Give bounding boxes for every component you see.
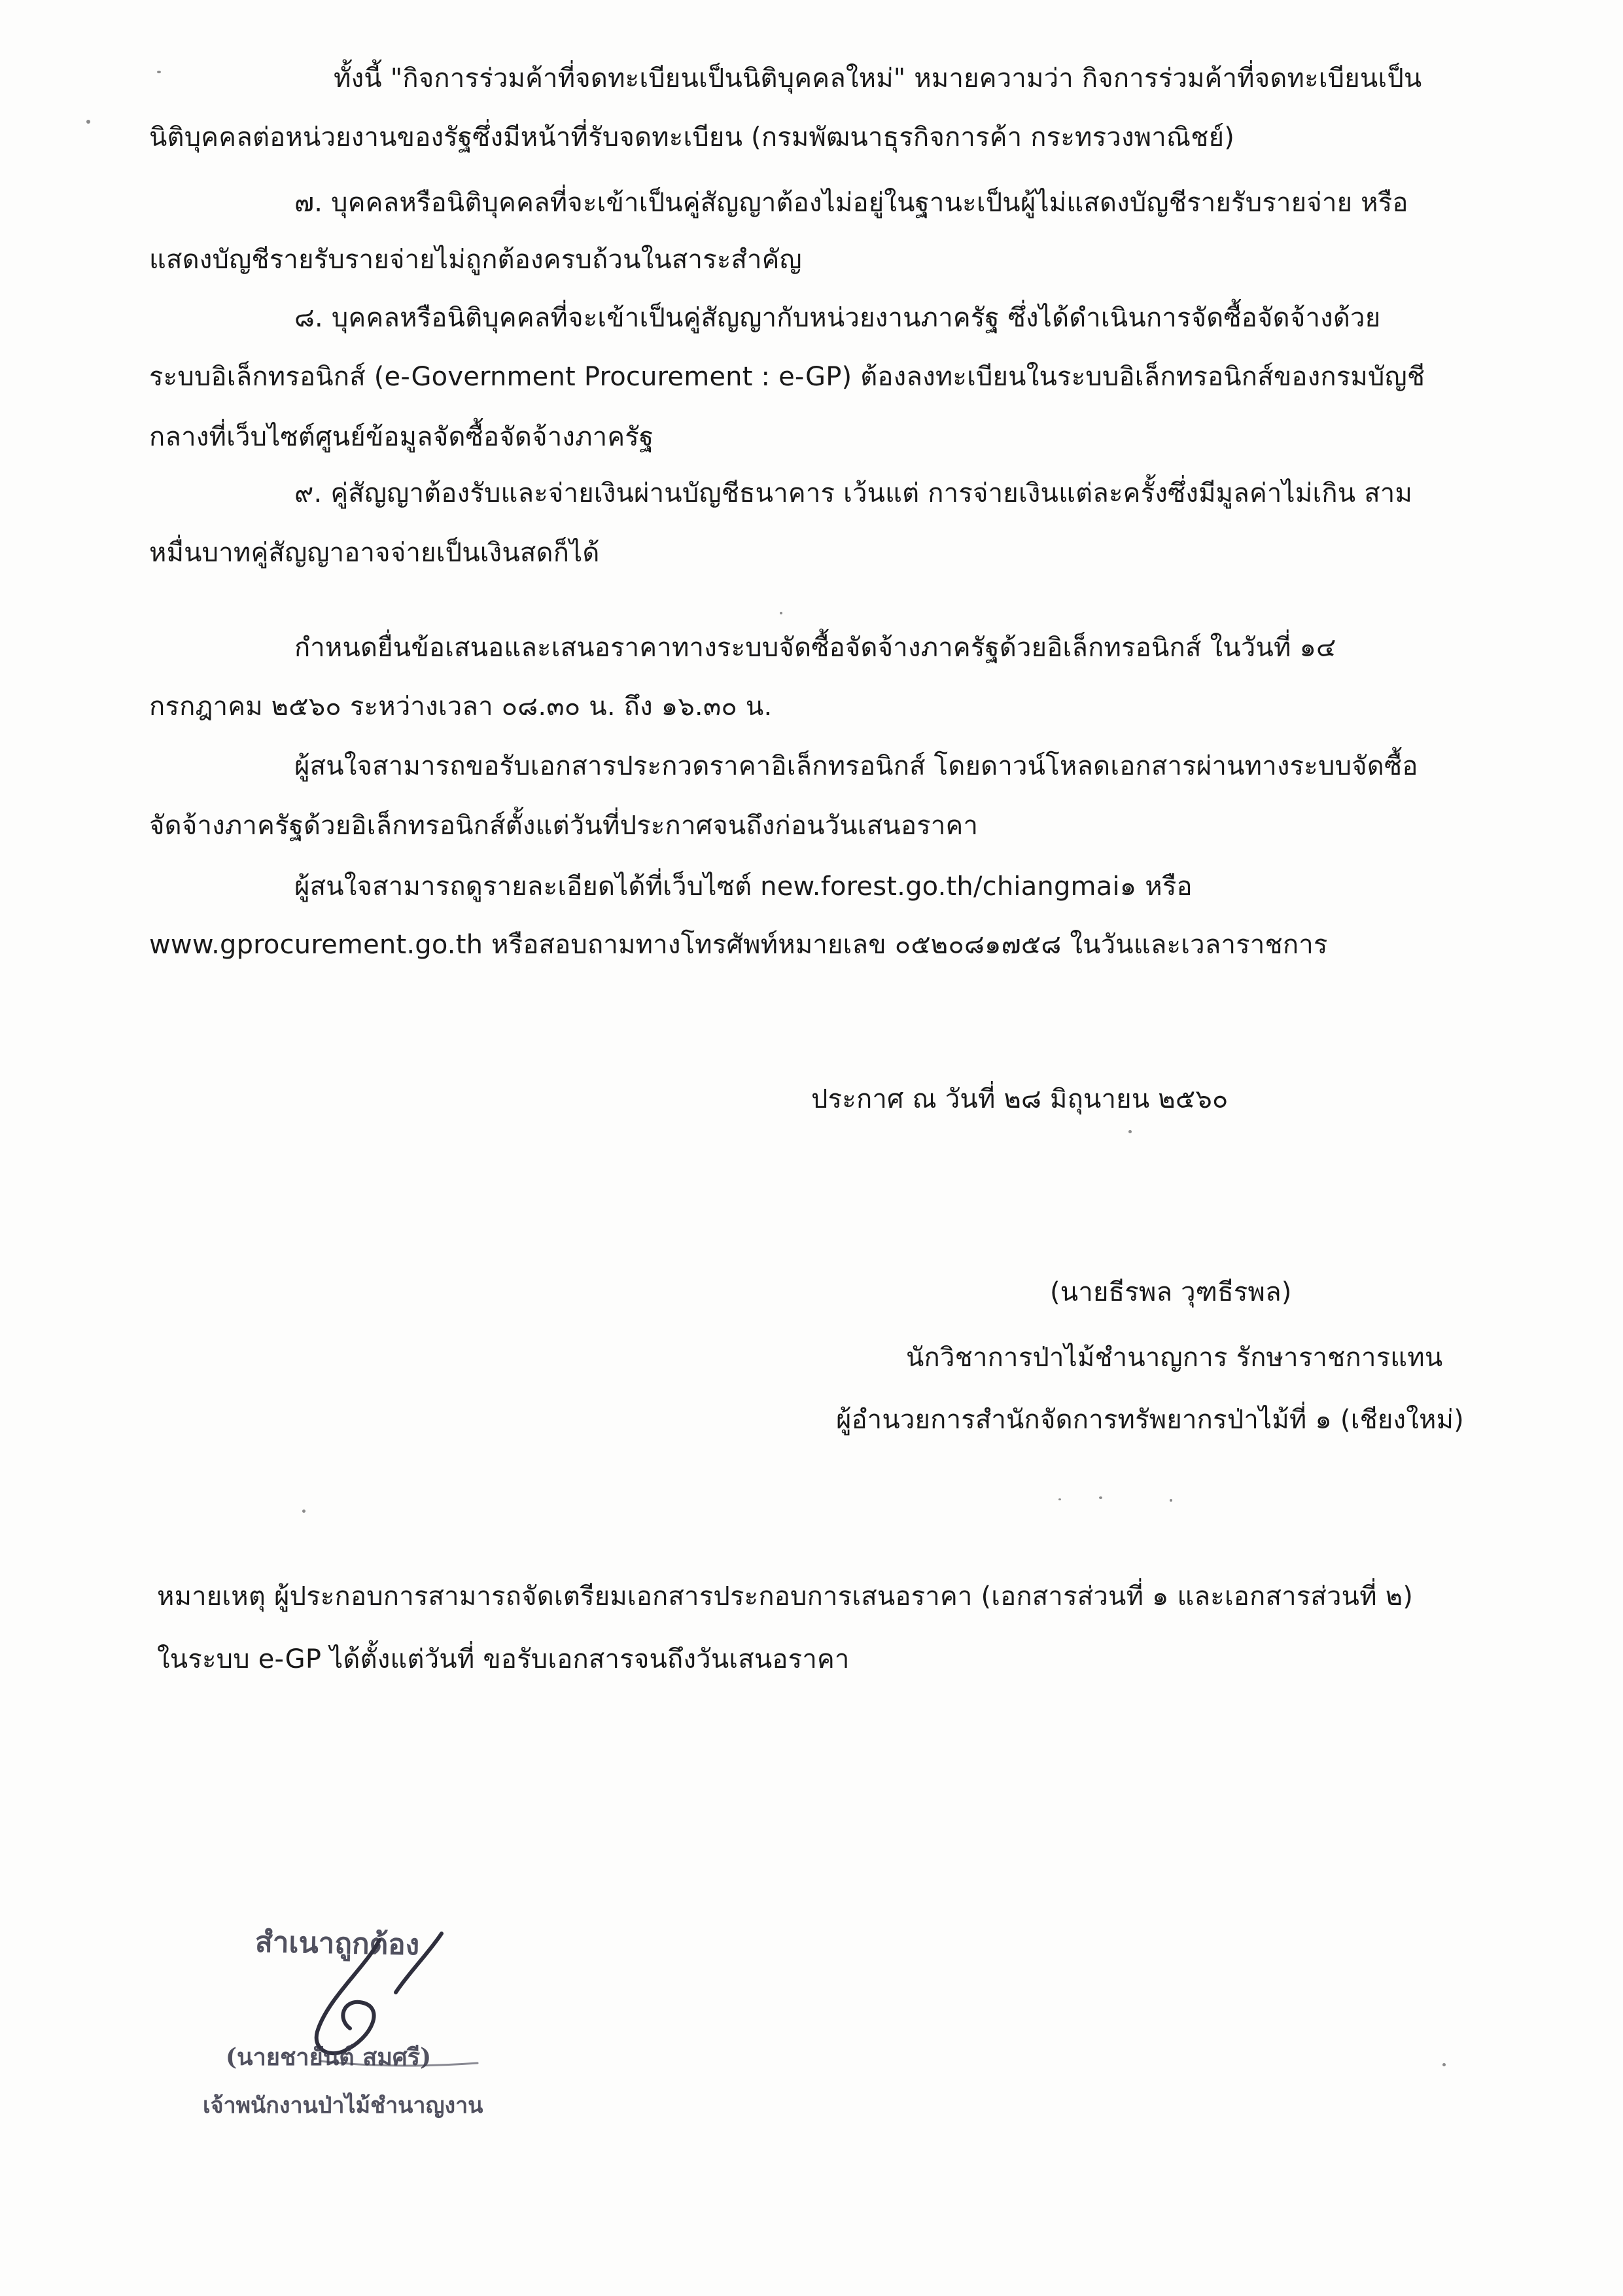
item-8-line-1: ๘. บุคคลหรือนิติบุคคลที่จะเข้าเป็นคู่สัญญากับหน่วยงานภาครัฐ ซึ่งได้ดำเนินการจัดซื้อจัดจ้างด้วย <box>294 303 1381 333</box>
remark-line-1: หมายเหตุ ผู้ประกอบการสามารถจัดเตรียมเอกสารประกอบการเสนอราคา (เอกสารส่วนที่ ๑ และเอกสารส่วนที่ ๒) <box>157 1581 1414 1612</box>
scan-speck <box>157 71 161 73</box>
scan-speck <box>302 1510 305 1513</box>
signatory-position-1: นักวิชาการป่าไม้ชำนาญการ รักษาราชการแทน <box>906 1343 1443 1373</box>
scan-speck <box>1170 1499 1172 1502</box>
certified-copy-position: เจ้าพนักงานป่าไม้ชำนาญงาน <box>203 2093 483 2119</box>
contact-line-2: www.gprocurement.go.th หรือสอบถามทางโทรศัพท์หมายเลข ๐๕๒๐๘๑๗๕๘ ในวันและเวลาราชการ <box>149 930 1328 960</box>
definition-line-1: ทั้งนี้ "กิจการร่วมค้าที่จดทะเบียนเป็นนิติบุคคลใหม่" หมายความว่า กิจการร่วมค้าที่จดทะเบียนเป็น <box>334 63 1422 94</box>
contact-line-1: ผู้สนใจสามารถดูรายละเอียดได้ที่เว็บไซต์ new.forest.go.th/chiangmai๑ หรือ <box>294 872 1193 902</box>
signatory-position-2: ผู้อำนวยการสำนักจัดการทรัพยากรป่าไม้ที่ ๑ (เชียงใหม่) <box>836 1405 1464 1435</box>
item-8-line-3: กลางที่เว็บไซต์ศูนย์ข้อมูลจัดซื้อจัดจ้างภาครัฐ <box>149 422 654 452</box>
announcement-date: ประกาศ ณ วันที่ ๒๘ มิถุนายน ๒๕๖๐ <box>811 1084 1229 1114</box>
scan-speck <box>1442 2063 1446 2066</box>
deadline-line-2: กรกฎาคม ๒๕๖๐ ระหว่างเวลา ๐๘.๓๐ น. ถึง ๑๖.๓๐ น. <box>149 692 773 722</box>
scan-speck <box>780 612 782 614</box>
certified-copy-label: สำเนาถูกต้อง <box>254 1925 420 1962</box>
item-9-line-1: ๙. คู่สัญญาต้องรับและจ่ายเงินผ่านบัญชีธนาคาร เว้นแต่ การจ่ายเงินแต่ละครั้งซึ่งมีมูลค่าไม่เกิน สาม <box>294 478 1413 508</box>
scan-speck <box>1058 1498 1061 1500</box>
scan-speck <box>1128 1130 1132 1133</box>
item-9-line-2: หมื่นบาทคู่สัญญาอาจจ่ายเป็นเงินสดก็ได้ <box>149 538 600 568</box>
deadline-line-1: กำหนดยื่นข้อเสนอและเสนอราคาทางระบบจัดซื้อจัดจ้างภาครัฐด้วยอิเล็กทรอนิกส์ ในวันที่ ๑๔ <box>294 633 1336 663</box>
scan-speck <box>86 120 90 124</box>
download-line-2: จัดจ้างภาครัฐด้วยอิเล็กทรอนิกส์ตั้งแต่วันที่ประกาศจนถึงก่อนวันเสนอราคา <box>149 811 979 841</box>
item-7-line-1: ๗. บุคคลหรือนิติบุคคลที่จะเข้าเป็นคู่สัญญาต้องไม่อยู่ในฐานะเป็นผู้ไม่แสดงบัญชีรายรับรายจ่าย หรือ <box>294 188 1408 218</box>
signatory-name: (นายธีรพล วุฑธีรพล) <box>1050 1277 1292 1307</box>
certified-copy-name: (นายชายันต์ สมศรี) <box>226 2043 432 2071</box>
item-7-line-2: แสดงบัญชีรายรับรายจ่ายไม่ถูกต้องครบถ้วนในสาระสำคัญ <box>149 245 802 275</box>
download-line-1: ผู้สนใจสามารถขอรับเอกสารประกวดราคาอิเล็กทรอนิกส์ โดยดาวน์โหลดเอกสารผ่านทางระบบจัดซื้อ <box>294 751 1418 781</box>
definition-line-2: นิติบุคคลต่อหน่วยงานของรัฐซึ่งมีหน้าที่รับจดทะเบียน (กรมพัฒนาธุรกิจการค้า กระทรวงพาณิชย์) <box>149 122 1235 152</box>
item-8-line-2: ระบบอิเล็กทรอนิกส์ (e-Government Procurement : e-GP) ต้องลงทะเบียนในระบบอิเล็กทรอนิกส์ของกรมบัญชี <box>149 362 1425 392</box>
remark-line-2: ในระบบ e-GP ได้ตั้งแต่วันที่ ขอรับเอกสารจนถึงวันเสนอราคา <box>157 1644 850 1674</box>
scan-speck <box>1099 1496 1102 1499</box>
